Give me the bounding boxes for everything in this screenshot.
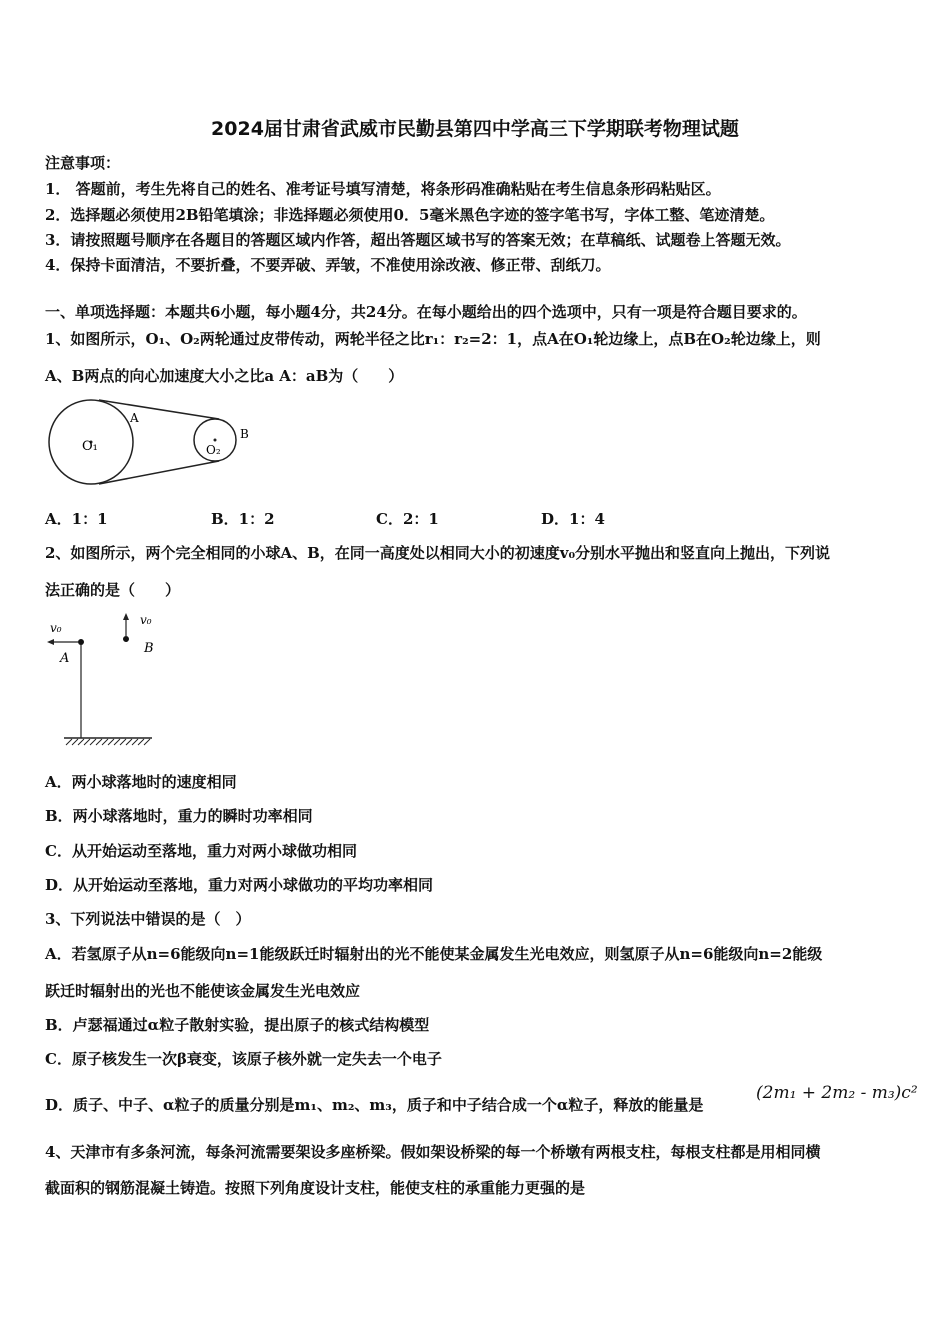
- q2-stem-line1: 2、如图所示，两个完全相同的小球A、B，在同一高度处以相同大小的初速度v₀分别水平抛出和竖直向上抛出，下列说: [45, 544, 831, 562]
- q2-option-c[interactable]: C．从开始运动至落地，重力对两小球做功相同: [45, 842, 357, 860]
- notice-heading: 注意事项：: [45, 154, 121, 172]
- label-o2: O₂: [206, 443, 221, 457]
- q3-stem: 3、下列说法中错误的是（ ）: [45, 910, 251, 928]
- q3-option-c[interactable]: C．原子核发生一次β衰变，该原子核外就一定失去一个电子: [45, 1050, 442, 1068]
- q3-option-d[interactable]: D．质子、中子、α粒子的质量分别是m₁、m₂、m₃，质子和中子结合成一个α粒子，释放的能量是: [45, 1096, 704, 1114]
- center-o2: [214, 439, 217, 442]
- q1-stem-line2: A、B两点的向心加速度大小之比a A：aB为（ ）: [45, 367, 404, 385]
- belt-bottom: [99, 461, 219, 484]
- label-a: A: [60, 651, 70, 666]
- arrowhead-up: [123, 613, 129, 620]
- q1-option-d[interactable]: D．1：4: [541, 510, 605, 528]
- label-o1: O₁: [82, 439, 98, 454]
- q1-stem-line1: 1、如图所示，O₁、O₂两轮通过皮带传动，两轮半径之比r₁：r₂=2：1，点A在O₁轮边缘上，点B在O₂轮边缘上，则: [45, 330, 821, 348]
- notice-item-2: 2．选择题必须使用2B铅笔填涂；非选择题必须使用0．5毫米黑色字迹的签字笔书写，字体工整、笔迹清楚。: [45, 206, 775, 224]
- q4-stem-line1: 4、天津市有多条河流，每条河流需要架设多座桥梁。假如架设桥梁的每一个桥墩有两根支柱，每根支柱都是用相同横: [45, 1143, 821, 1161]
- label-v0-up: v₀: [140, 613, 152, 627]
- q2-option-b[interactable]: B．两小球落地时，重力的瞬时功率相同: [45, 807, 313, 825]
- q2-option-a[interactable]: A．两小球落地时的速度相同: [45, 773, 237, 791]
- q1-option-c[interactable]: C．2：1: [376, 510, 439, 528]
- q3-option-d-formula: (2m₁ + 2m₂ - m₃)c²: [756, 1083, 918, 1103]
- arrowhead-left: [47, 639, 54, 645]
- q1-option-a[interactable]: A．1：1: [45, 510, 108, 528]
- q2-stem-line2: 法正确的是（ ）: [45, 581, 181, 599]
- q1-option-b[interactable]: B．1：2: [211, 510, 275, 528]
- label-v0-left: v₀: [50, 621, 62, 635]
- ground-hatch: [66, 739, 150, 745]
- notice-item-1: 1． 答题前，考生先将自己的姓名、准考证号填写清楚，将条形码准确粘贴在考生信息条形码粘贴区。: [45, 180, 721, 198]
- q3-option-a-line1[interactable]: A．若氢原子从n=6能级向n=1能级跃迁时辐射出的光不能使某金属发生光电效应，则氢原子从n=6能级向n=2能级: [45, 945, 823, 963]
- projectile-figure: [44, 608, 156, 754]
- q2-option-d[interactable]: D．从开始运动至落地，重力对两小球做功的平均功率相同: [45, 876, 434, 894]
- pulley-belt-figure: [44, 392, 264, 492]
- q4-stem-line2: 截面积的钢筋混凝土铸造。按照下列角度设计支柱，能使支柱的承重能力更强的是: [45, 1179, 586, 1197]
- notice-item-4: 4．保持卡面清洁，不要折叠，不要弄破、弄皱，不准使用涂改液、修正带、刮纸刀。: [45, 256, 611, 274]
- q3-option-a-line2: 跃迁时辐射出的光也不能使该金属发生光电效应: [45, 982, 361, 1000]
- label-b: B: [240, 427, 249, 441]
- section-heading: 一、单项选择题：本题共6小题，每小题4分，共24分。在每小题给出的四个选项中，只有一项是符合题目要求的。: [45, 303, 807, 321]
- q3-option-b[interactable]: B．卢瑟福通过α粒子散射实验，提出原子的核式结构模型: [45, 1016, 430, 1034]
- label-a: A: [130, 411, 139, 425]
- ball-a: [78, 639, 84, 645]
- label-b: B: [144, 641, 154, 656]
- notice-item-3: 3．请按照题号顺序在各题目的答题区域内作答，超出答题区域书写的答案无效；在草稿纸、试题卷上答题无效。: [45, 231, 791, 249]
- page-title: 2024届甘肃省武威市民勤县第四中学高三下学期联考物理试题: [211, 118, 739, 140]
- ball-b: [123, 636, 129, 642]
